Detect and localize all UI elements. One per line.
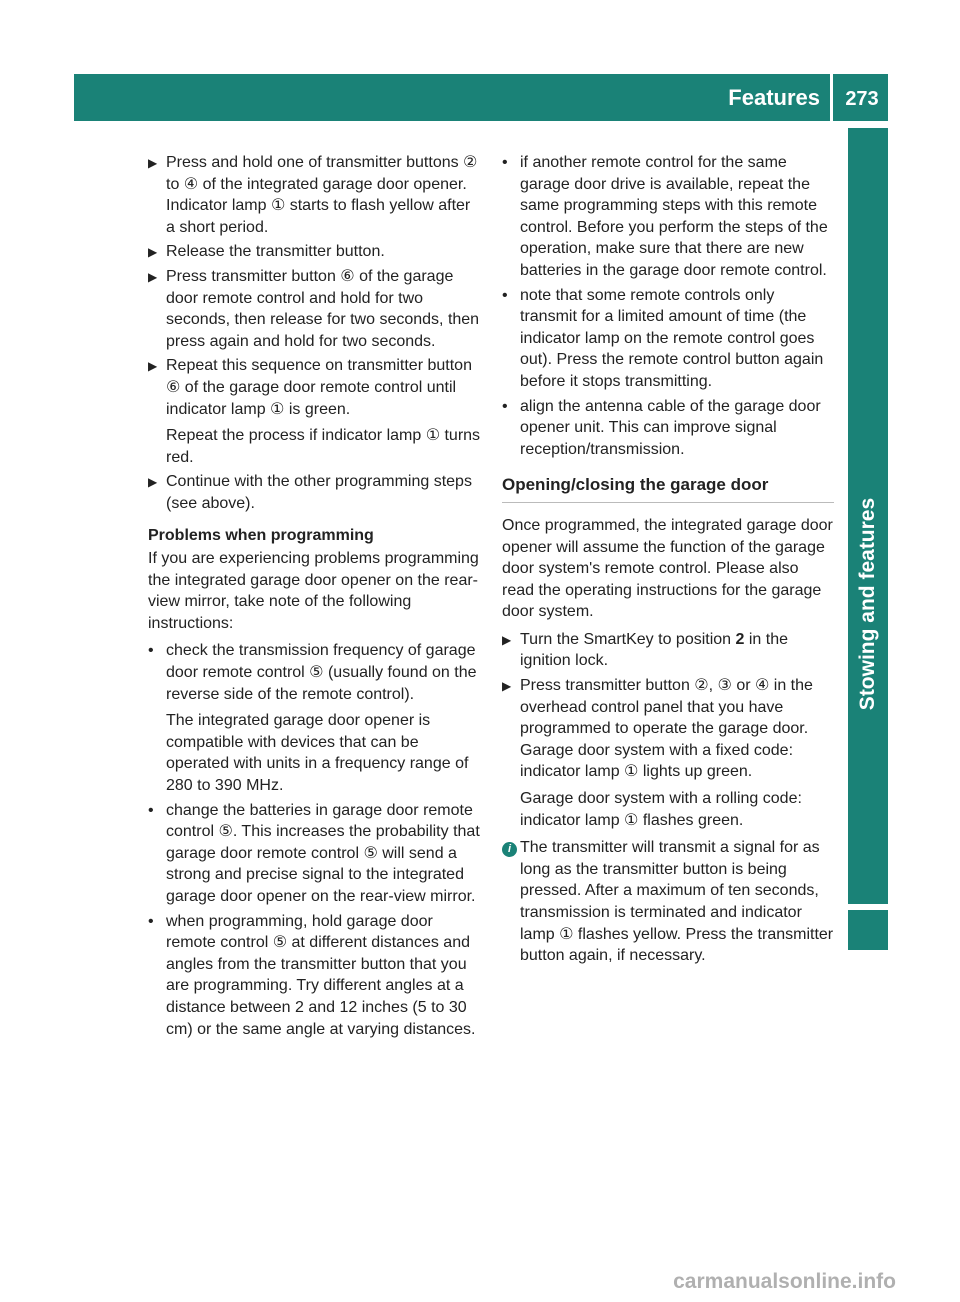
bullet-icon: • — [502, 286, 508, 304]
step-text: Repeat the process if indicator lamp ① turns red. — [166, 427, 481, 466]
bullet-text: if another remote control for the same garage door drive is available, repeat the same programming steps with this remote control. Before you perform the steps of the operation, make sure that there are new batteries in the garage door remote control. — [520, 154, 828, 279]
step-text-post: in the ignition lock. — [520, 630, 789, 670]
tips-bullets — [502, 152, 834, 460]
chapter-tab-marker — [848, 910, 888, 950]
bullet-text: align the antenna cable of the garage door opener unit. This can improve signal reception/transmission. — [520, 397, 821, 458]
step-item — [502, 675, 834, 831]
info-text: The transmitter will transmit a signal for as long as the transmitter button is being pressed. After a maximum of ten seconds, transmission is terminated and indicator lamp ① flashes yellow. Press the transmitter button again, if necessary. — [520, 839, 834, 965]
watermark: carmanualsonline.info — [673, 1270, 896, 1293]
info-note — [502, 837, 834, 967]
programming-steps — [148, 152, 482, 515]
step-arrow-icon: ▶ — [502, 632, 512, 647]
step-text: Press and hold one of transmitter buttons ② to ④ of the integrated garage door opener. — [166, 154, 478, 193]
right-column — [502, 152, 834, 970]
problems-heading: Problems when programming — [148, 526, 374, 544]
step-arrow-icon: ▶ — [148, 156, 158, 170]
bullet-text: note that some remote controls only transmit for a limited amount of time (the indicator lamp on the remote control goes out). Press the remote control button again before it stops transmitting. — [520, 286, 824, 390]
step-text: Garage door system with a rolling code: indicator lamp ① flashes green. — [520, 790, 802, 829]
step-item — [502, 629, 834, 672]
bullet-icon: • — [502, 397, 508, 415]
bullet-text: when programming, hold garage door remote control ⑤ at different distances and angles from the transmitter button that you are programming. Try different angles at a distance between 2 and 12 inches (5 to 30 cm) or the same angle at varying distances. — [166, 912, 476, 1038]
bullet-text: The integrated garage door opener is compatible with devices that can be operated with units in a frequency range of 280 to 390 MHz. — [166, 712, 469, 795]
step-text-pre: Turn the SmartKey to position — [520, 630, 736, 648]
step-item — [148, 152, 482, 238]
step-arrow-icon: ▶ — [148, 475, 158, 490]
step-text: Press transmitter button ⑥ of the garage door remote control and hold for two seconds, then release for two seconds, then press again and hold for two seconds. — [166, 267, 480, 350]
step-text — [520, 629, 834, 672]
bullet-item — [502, 396, 834, 461]
bullet-item — [502, 285, 834, 393]
step-item — [148, 355, 482, 468]
step-text: Release the transmitter button. — [166, 243, 385, 261]
step-text: Garage door system with a fixed code: indicator lamp ① lights up green. — [520, 741, 794, 781]
section-intro: Once programmed, the integrated garage door opener will assume the function of the garage door system's remote control. Please also read the operating instructions for the garage door system. — [502, 516, 833, 621]
problems-intro: If you are experiencing problems programming the integrated garage door opener on the rear-view mirror, take note of the following instructions: — [148, 550, 479, 632]
step-text: Press transmitter button ②, ③ or ④ in the overhead control panel that you have programmed to operate the garage door. — [520, 677, 813, 738]
step-arrow-icon: ▶ — [148, 245, 158, 260]
bullet-item — [148, 911, 482, 1041]
step-text: Continue with the other programming steps (see above). — [166, 473, 472, 512]
chapter-label: Stowing and features — [856, 497, 879, 711]
bullet-icon: • — [148, 801, 154, 819]
step-arrow-icon: ▶ — [148, 359, 158, 374]
bullet-item — [148, 800, 482, 908]
step-arrow-icon: ▶ — [502, 679, 512, 694]
header-divider — [830, 74, 833, 121]
bullet-icon: • — [502, 154, 508, 171]
bullet-text: check the transmission frequency of garage door remote control ⑤ (usually found on the reverse side of the remote control). — [166, 642, 477, 703]
info-icon: i — [502, 837, 517, 859]
step-text: Repeat this sequence on transmitter button ⑥ of the garage door remote control until indicator lamp ① is green. — [166, 357, 472, 418]
bullet-icon: • — [148, 912, 154, 930]
step-arrow-icon: ▶ — [148, 269, 158, 284]
section-heading: Opening/closing the garage door — [502, 474, 834, 503]
step-text: Indicator lamp ① starts to flash yellow after a short period. — [166, 197, 471, 236]
bullet-text: change the batteries in garage door remote control ⑤. This increases the probability that garage door remote control ⑤ will send a strong and precise signal to the integrated garage door opener on the rear-view mirror. — [166, 801, 480, 905]
left-column — [148, 152, 482, 1043]
bullet-icon: • — [148, 642, 154, 660]
bullet-item — [502, 152, 834, 282]
step-item — [148, 266, 482, 352]
bullet-item — [148, 640, 482, 796]
position-value: 2 — [735, 630, 745, 648]
page-section-title: Features — [728, 85, 820, 110]
step-item — [148, 241, 482, 263]
problems-bullets — [148, 640, 482, 1040]
page-number: 273 — [845, 88, 879, 110]
step-item — [148, 471, 482, 514]
